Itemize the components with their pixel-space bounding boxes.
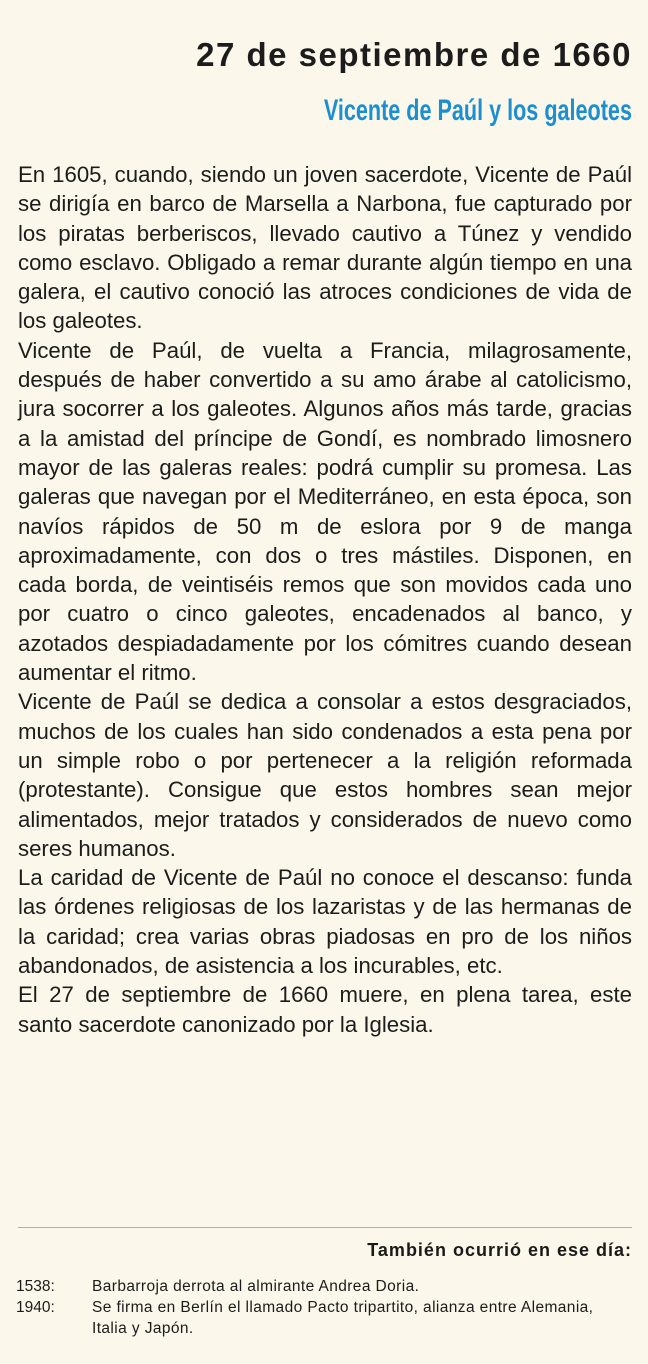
page-date-title: 27 de septiembre de 1660 bbox=[196, 36, 632, 73]
event-item bbox=[16, 1297, 632, 1339]
event-year: 1538: bbox=[16, 1278, 55, 1295]
also-happened-heading: También ocurrió en ese día: bbox=[367, 1240, 632, 1260]
event-text: Barbarroja derrota al almirante Andrea Doria. bbox=[92, 1278, 420, 1295]
article-body bbox=[18, 160, 632, 1039]
paragraph: El 27 de septiembre de 1660 muere, en plena tarea, este santo sacerdote canonizado por la Iglesia. bbox=[18, 982, 632, 1037]
paragraph: Vicente de Paúl se dedica a consolar a estos desgraciados, muchos de los cuales han sido condenados a esta pena por un simple robo o por pertenecer a la religión reformada (protestante). Consigue que estos hombres sean mejor alimentados, mejor tratados y considerados de nuevo como seres humanos. bbox=[18, 689, 632, 861]
section-divider bbox=[18, 1227, 632, 1228]
paragraph: En 1605, cuando, siendo un joven sacerdote, Vicente de Paúl se dirigía en barco de Marsella a Narbona, fue capturado por los piratas berberiscos, llevado cautivo a Túnez y vendido como esclavo. Obligado a remar durante algún tiempo en una galera, el cautivo conoció las atroces condiciones de vida de los galeotes. bbox=[18, 162, 632, 334]
event-text: Se firma en Berlín el llamado Pacto tripartito, alianza entre Alemania, Italia y Japón. bbox=[92, 1299, 594, 1337]
paragraph: La caridad de Vicente de Paúl no conoce el descanso: funda las órdenes religiosas de los lazaristas y de las hermanas de la caridad; crea varias obras piadosas en pro de los niños abandonados, de asistencia a los incurables, etc. bbox=[18, 865, 632, 979]
paragraph: Vicente de Paúl, de vuelta a Francia, milagrosamente, después de haber convertido a su amo árabe al catolicismo, jura socorrer a los galeotes. Algunos años más tarde, gracias a la amistad del príncipe de Gondí, es nombrado limosnero mayor de las galeras reales: podrá cumplir su promesa. Las galeras que navegan por el Mediterráneo, en esta época, son navíos rápidos de 50 m de eslora por 9 de manga aproximadamente, con dos o tres mástiles. Disponen, en cada borda, de veintiséis remos que son movidos cada uno por cuatro o cinco galeotes, encadenados al banco, y azotados despiadadamente por los cómitres cuando desean aumentar el ritmo. bbox=[18, 337, 632, 686]
events-list bbox=[16, 1276, 632, 1339]
event-year: 1940: bbox=[16, 1299, 55, 1316]
event-item bbox=[16, 1276, 632, 1297]
article-title: Vicente de Paúl y los galeotes bbox=[323, 94, 632, 127]
